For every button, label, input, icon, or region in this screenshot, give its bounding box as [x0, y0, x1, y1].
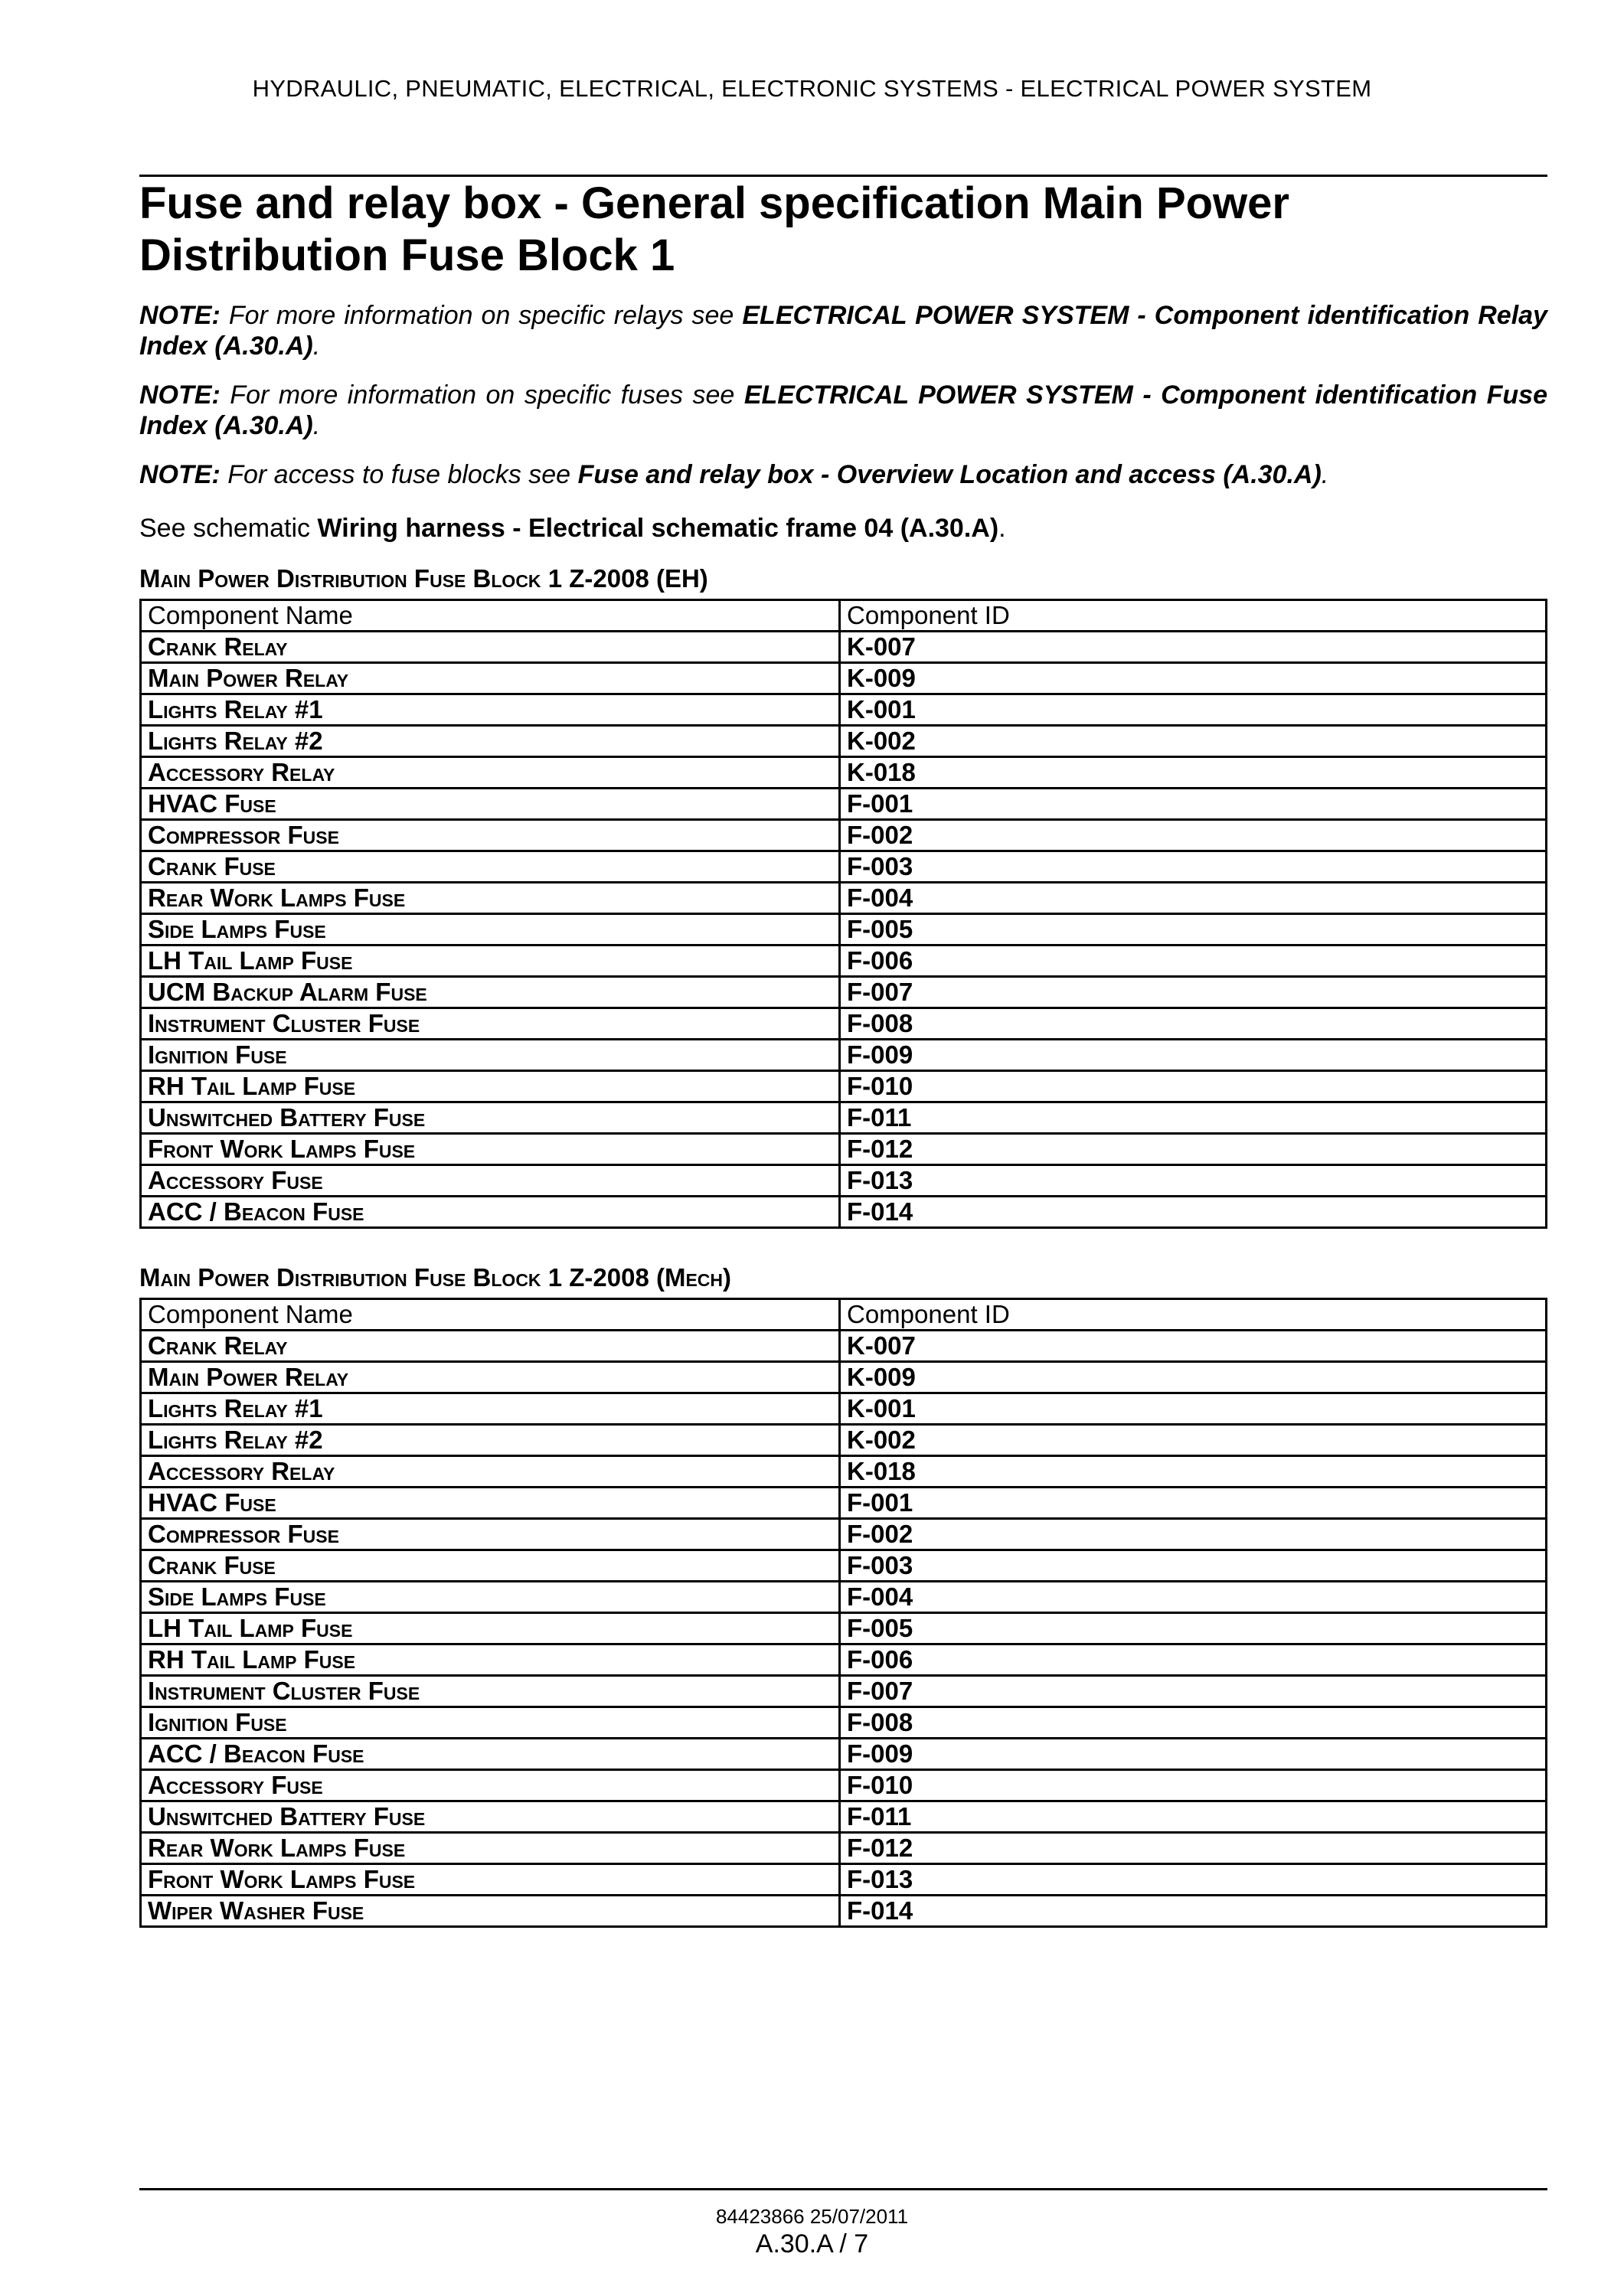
table-row — [141, 663, 1547, 694]
component-id-cell: F-013 — [840, 1165, 1547, 1197]
footer-rule — [139, 2188, 1547, 2190]
component-name-cell: Main Power Relay — [141, 1362, 840, 1393]
table-row — [141, 1864, 1547, 1896]
component-id-cell: F-004 — [840, 1582, 1547, 1613]
table-row — [141, 1425, 1547, 1456]
component-id-cell: K-018 — [840, 1456, 1547, 1488]
component-name-cell: Lights Relay #1 — [141, 694, 840, 726]
component-id-cell: F-010 — [840, 1770, 1547, 1801]
fuse-block-eh-table — [139, 599, 1547, 1229]
component-name-cell: LH Tail Lamp Fuse — [141, 946, 840, 977]
table-row — [141, 1582, 1547, 1613]
column-header-id: Component ID — [840, 1299, 1547, 1331]
component-id-cell: F-001 — [840, 789, 1547, 820]
component-id-cell: F-011 — [840, 1102, 1547, 1134]
table-row — [141, 1165, 1547, 1197]
component-name-cell: ACC / Beacon Fuse — [141, 1197, 840, 1228]
table-row — [141, 820, 1547, 851]
component-id-cell: K-001 — [840, 1393, 1547, 1425]
component-id-cell: F-003 — [840, 1550, 1547, 1582]
note-reference: Fuse and relay box - Overview Location and access (A.30.A) — [577, 460, 1322, 489]
component-id-cell: F-007 — [840, 1676, 1547, 1707]
component-id-cell: F-012 — [840, 1134, 1547, 1165]
component-id-cell: K-002 — [840, 1425, 1547, 1456]
table-caption-mech: Main Power Distribution Fuse Block 1 Z-2008 (Mech) — [139, 1263, 731, 1292]
component-name-cell: RH Tail Lamp Fuse — [141, 1644, 840, 1676]
fuse-block-mech-table — [139, 1298, 1547, 1928]
schematic-reference — [139, 513, 1547, 544]
table-row — [141, 1550, 1547, 1582]
component-id-cell: F-012 — [840, 1833, 1547, 1864]
component-id-cell: K-009 — [840, 663, 1547, 694]
note-label: NOTE: — [139, 301, 221, 330]
table-row — [141, 851, 1547, 883]
component-name-cell: ACC / Beacon Fuse — [141, 1739, 840, 1770]
component-name-cell: RH Tail Lamp Fuse — [141, 1071, 840, 1102]
page-content — [139, 178, 1547, 1928]
fuse-block-mech-section — [139, 1262, 1547, 1928]
component-name-cell: Compressor Fuse — [141, 820, 840, 851]
note-end: . — [312, 411, 321, 440]
note-text: For access to fuse blocks see — [227, 460, 571, 489]
table-header-row — [141, 1299, 1547, 1331]
note-label: NOTE: — [139, 380, 221, 410]
table-row — [141, 1134, 1547, 1165]
component-name-cell: Crank Fuse — [141, 851, 840, 883]
component-id-cell: F-010 — [840, 1071, 1547, 1102]
table-row — [141, 1519, 1547, 1550]
component-id-cell: F-014 — [840, 1197, 1547, 1228]
component-id-cell: F-009 — [840, 1739, 1547, 1770]
component-id-cell: F-014 — [840, 1896, 1547, 1927]
component-name-cell: Unswitched Battery Fuse — [141, 1102, 840, 1134]
table-row — [141, 1833, 1547, 1864]
note-fuses — [139, 380, 1547, 441]
component-name-cell: Accessory Fuse — [141, 1165, 840, 1197]
page-title: Fuse and relay box - General specification Main Power Distribution Fuse Block 1 — [139, 178, 1289, 280]
component-id-cell: F-003 — [840, 851, 1547, 883]
component-id-cell: K-018 — [840, 757, 1547, 789]
component-id-cell: F-005 — [840, 1613, 1547, 1644]
schematic-end: . — [998, 514, 1006, 543]
table-row — [141, 1071, 1547, 1102]
component-name-cell: Accessory Relay — [141, 1456, 840, 1488]
component-id-cell: F-001 — [840, 1488, 1547, 1519]
table-row — [141, 1707, 1547, 1739]
component-name-cell: HVAC Fuse — [141, 1488, 840, 1519]
component-id-cell: F-008 — [840, 1707, 1547, 1739]
table-row — [141, 1613, 1547, 1644]
running-header: HYDRAULIC, PNEUMATIC, ELECTRICAL, ELECTRONIC SYSTEMS - ELECTRICAL POWER SYSTEM — [252, 75, 1372, 102]
component-name-cell: Front Work Lamps Fuse — [141, 1134, 840, 1165]
table-row — [141, 946, 1547, 977]
component-name-cell: Side Lamps Fuse — [141, 1582, 840, 1613]
table-row — [141, 1102, 1547, 1134]
table-row — [141, 1456, 1547, 1488]
component-id-cell: F-009 — [840, 1040, 1547, 1071]
table-row — [141, 1197, 1547, 1228]
footer-page-number: A.30.A / 7 — [755, 2229, 869, 2258]
component-name-cell: LH Tail Lamp Fuse — [141, 1613, 840, 1644]
table-row — [141, 1362, 1547, 1393]
table-row — [141, 1801, 1547, 1833]
component-id-cell: F-013 — [840, 1864, 1547, 1896]
component-id-cell: K-002 — [840, 726, 1547, 757]
component-name-cell: HVAC Fuse — [141, 789, 840, 820]
component-id-cell: K-007 — [840, 632, 1547, 663]
note-access — [139, 459, 1547, 490]
note-end: . — [1321, 460, 1329, 489]
component-name-cell: Accessory Fuse — [141, 1770, 840, 1801]
component-id-cell: F-005 — [840, 914, 1547, 946]
component-name-cell: Front Work Lamps Fuse — [141, 1864, 840, 1896]
header-rule — [139, 175, 1547, 177]
column-header-id: Component ID — [840, 600, 1547, 632]
component-name-cell: Crank Relay — [141, 632, 840, 663]
component-name-cell: Ignition Fuse — [141, 1707, 840, 1739]
table-row — [141, 1896, 1547, 1927]
component-id-cell: K-001 — [840, 694, 1547, 726]
component-id-cell: F-006 — [840, 946, 1547, 977]
component-name-cell: Instrument Cluster Fuse — [141, 1008, 840, 1040]
component-id-cell: F-002 — [840, 1519, 1547, 1550]
table-row — [141, 883, 1547, 914]
note-text: For more information on specific relays see — [228, 301, 734, 330]
component-name-cell: Rear Work Lamps Fuse — [141, 883, 840, 914]
table-row — [141, 1770, 1547, 1801]
table-row — [141, 1644, 1547, 1676]
fuse-block-mech-rows — [141, 1331, 1547, 1927]
footer-document-info: 84423866 25/07/2011 — [715, 2205, 909, 2228]
table-row — [141, 694, 1547, 726]
component-id-cell: F-011 — [840, 1801, 1547, 1833]
component-id-cell: F-004 — [840, 883, 1547, 914]
component-name-cell: Accessory Relay — [141, 757, 840, 789]
component-name-cell: Crank Fuse — [141, 1550, 840, 1582]
table-row — [141, 1008, 1547, 1040]
component-id-cell: K-007 — [840, 1331, 1547, 1362]
table-row — [141, 726, 1547, 757]
schematic-link: Wiring harness - Electrical schematic frame 04 (A.30.A) — [317, 514, 999, 543]
note-relays — [139, 300, 1547, 361]
component-name-cell: Crank Relay — [141, 1331, 840, 1362]
component-id-cell: K-009 — [840, 1362, 1547, 1393]
fuse-block-eh-section — [139, 563, 1547, 1229]
component-name-cell: Compressor Fuse — [141, 1519, 840, 1550]
note-end: . — [312, 331, 321, 361]
component-name-cell: Main Power Relay — [141, 663, 840, 694]
table-row — [141, 1488, 1547, 1519]
table-row — [141, 789, 1547, 820]
component-name-cell: Rear Work Lamps Fuse — [141, 1833, 840, 1864]
table-row — [141, 1676, 1547, 1707]
table-row — [141, 977, 1547, 1008]
note-label: NOTE: — [139, 460, 221, 489]
table-row — [141, 1040, 1547, 1071]
component-name-cell: Ignition Fuse — [141, 1040, 840, 1071]
fuse-block-eh-rows — [141, 632, 1547, 1228]
component-id-cell: F-007 — [840, 977, 1547, 1008]
table-row — [141, 1331, 1547, 1362]
component-name-cell: Instrument Cluster Fuse — [141, 1676, 840, 1707]
table-row — [141, 1739, 1547, 1770]
table-row — [141, 914, 1547, 946]
component-name-cell: Lights Relay #2 — [141, 726, 840, 757]
component-name-cell: Lights Relay #2 — [141, 1425, 840, 1456]
note-reference: ELECTRICAL POWER SYSTEM - Component identification Fuse Index (A.30.A) — [139, 380, 1547, 440]
component-id-cell: F-006 — [840, 1644, 1547, 1676]
column-header-name: Component Name — [141, 600, 840, 632]
component-name-cell: Unswitched Battery Fuse — [141, 1801, 840, 1833]
table-row — [141, 757, 1547, 789]
component-name-cell: UCM Backup Alarm Fuse — [141, 977, 840, 1008]
component-id-cell: F-002 — [840, 820, 1547, 851]
component-name-cell: Wiper Washer Fuse — [141, 1896, 840, 1927]
table-caption-eh: Main Power Distribution Fuse Block 1 Z-2008 (EH) — [139, 564, 708, 593]
table-row — [141, 632, 1547, 663]
component-name-cell: Side Lamps Fuse — [141, 914, 840, 946]
note-text: For more information on specific fuses see — [230, 380, 735, 410]
table-row — [141, 1393, 1547, 1425]
note-reference: ELECTRICAL POWER SYSTEM - Component identification Relay Index (A.30.A) — [139, 301, 1547, 361]
column-header-name: Component Name — [141, 1299, 840, 1331]
component-id-cell: F-008 — [840, 1008, 1547, 1040]
schematic-text: See schematic — [139, 514, 310, 543]
component-name-cell: Lights Relay #1 — [141, 1393, 840, 1425]
table-header-row — [141, 600, 1547, 632]
